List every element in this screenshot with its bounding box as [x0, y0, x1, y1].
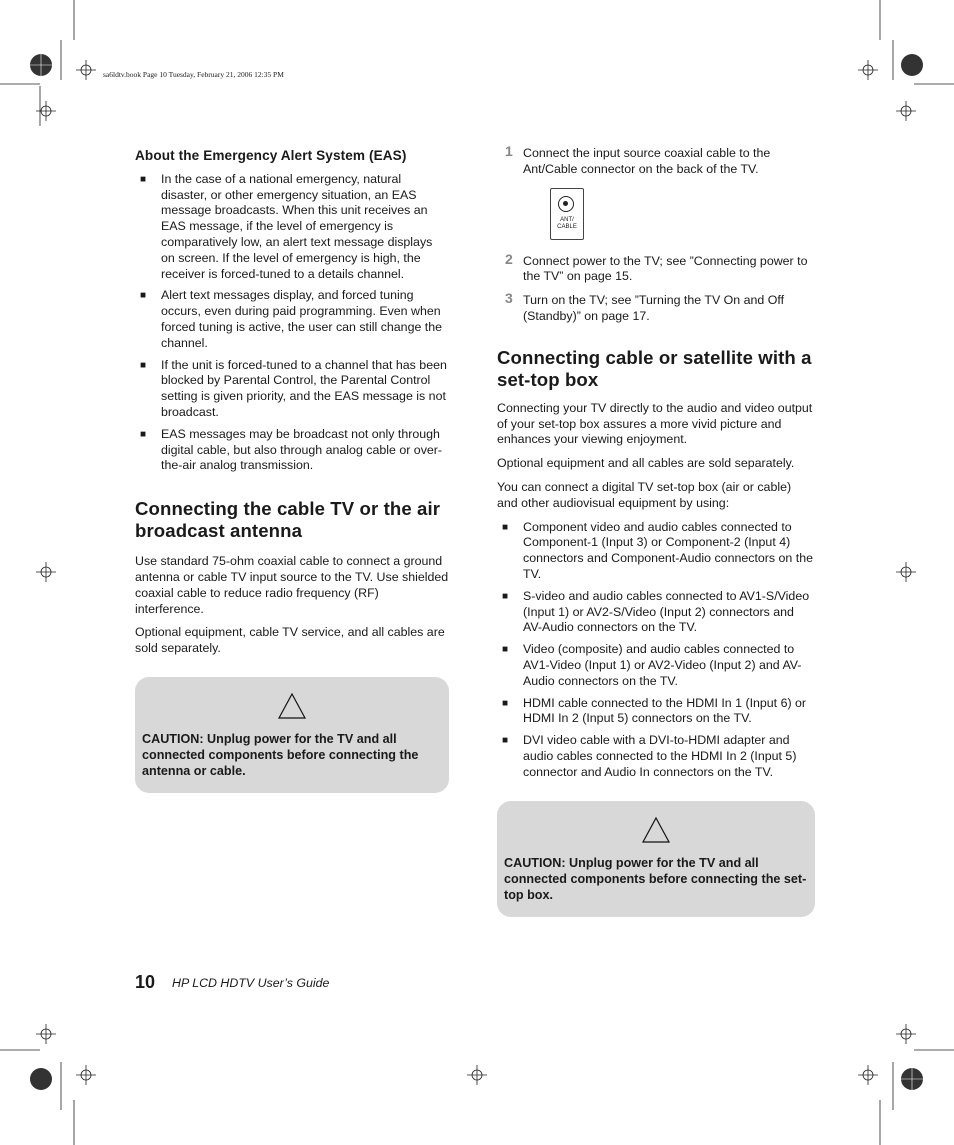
square-bullet-icon: ■ [502, 697, 509, 709]
caution-box-settop [497, 801, 815, 917]
right-column [497, 143, 815, 917]
settop-paragraph-3: You can connect a digital TV set-top box (air or cable) and other audiovisual equipment by using: [497, 479, 792, 510]
steps-list [497, 143, 815, 325]
square-bullet-icon: ■ [502, 735, 509, 747]
eas-heading: About the Emergency Alert System (EAS) [135, 148, 407, 163]
list-item: ■ If the unit is forced-tuned to a channel that has been blocked by Parental Control, the Parental Control setting is given priority, and the EAS message is not broadcast. [140, 357, 447, 419]
warning-triangle-icon [642, 817, 670, 843]
caution-box-antenna [135, 677, 449, 793]
square-bullet-icon: ■ [502, 521, 509, 533]
caution-text-settop: CAUTION: Unplug power for the TV and all connected components before connecting the set-top box. [504, 855, 807, 902]
antenna-paragraph-1: Use standard 75-ohm coaxial cable to connect a ground antenna or cable TV input source to the TV. Use shielded coaxial cable to reduce radio frequency (RF) interference. [135, 554, 449, 616]
section-title-settop: Connecting cable or satellite with a set-top box [497, 346, 812, 390]
step-number: 2 [505, 250, 513, 267]
square-bullet-icon: ■ [140, 428, 147, 440]
list-item: ■ DVI video cable with a DVI-to-HDMI adapter and audio cables connected to the HDMI In 2 (Input 5) connector and Audio In connectors on the TV. [502, 733, 797, 779]
step-text: Turn on the TV; see ”Turning the TV On and Off (Standby)” on page 17. [523, 293, 785, 323]
list-item: ■ EAS messages may be broadcast not only through digital cable, but also through analog cable or over-the-air analog transmission. [140, 426, 443, 473]
warning-triangle-icon [278, 693, 306, 719]
square-bullet-icon: ■ [140, 359, 147, 371]
list-item: ■ Video (composite) and audio cables connected to AV1-Video (Input 1) or AV2-Video (Input 2) and AV-Audio connectors on the TV. [502, 642, 802, 688]
list-item: ■ In the case of a national emergency, natural disaster, or other emergency situation, an EAS message broadcasts. When this unit receives an EAS message, if the level of emergency is comparatively low, an alert text message displays on screen. If the level of emergency is high, the receiver is forced-tuned to a details channel. [140, 171, 433, 281]
list-item: ■ HDMI cable connected to the HDMI In 1 (Input 6) or HDMI In 2 (Input 5) connectors on the TV. [502, 695, 807, 726]
settop-list [497, 520, 815, 781]
list-item: ■ S-video and audio cables connected to AV1-S/Video (Input 1) or AV2-S/Video (Input 2) connectors and AV-Audio connectors on the TV. [502, 588, 810, 635]
square-bullet-icon: ■ [502, 590, 509, 602]
step-item [497, 143, 815, 240]
settop-paragraph-1: Connecting your TV directly to the audio and video output of your set-top box assures a more vivid picture and enhances your viewing enjoyment. [497, 400, 813, 447]
step-number: 3 [505, 290, 513, 307]
step-item [497, 250, 815, 286]
settop-paragraph-2: Optional equipment and all cables are sold separately. [497, 456, 795, 471]
page-number: 10 [135, 972, 156, 992]
step-number: 1 [505, 143, 513, 159]
caution-text-antenna: CAUTION: Unplug power for the TV and all connected components before connecting the antenna or cable. [142, 731, 419, 778]
footer-title: HP LCD HDTV User’s Guide [172, 976, 330, 990]
square-bullet-icon: ■ [140, 173, 147, 185]
antenna-paragraph-2: Optional equipment, cable TV service, and all cables are sold separately. [135, 625, 445, 656]
list-item: ■ Alert text messages display, and forced tuning occurs, even during paid programming. Even when forced tuning is active, the user can still change the channel. [140, 288, 443, 350]
print-header-note: sa6ldtv.book Page 10 Tuesday, February 21, 2006 12:35 PM [103, 70, 284, 79]
step-text: Connect power to the TV; see ”Connecting power to the TV” on page 15. [523, 253, 808, 284]
left-column [135, 148, 449, 793]
eas-list [135, 172, 449, 474]
step-item [497, 290, 815, 325]
square-bullet-icon: ■ [502, 644, 509, 656]
square-bullet-icon: ■ [140, 290, 147, 302]
ant-cable-connector-icon [550, 188, 584, 240]
section-title-antenna: Connecting the cable TV or the air broadcast antenna [135, 498, 441, 542]
step-text: Connect the input source coaxial cable to the Ant/Cable connector on the back of the TV. [523, 146, 771, 176]
connector-label: ANT/ CABLE [557, 216, 577, 230]
list-item: ■ Component video and audio cables connected to Component-1 (Input 3) or Component-2 (Input 4) connectors and Component-Audio connectors on the TV. [502, 519, 813, 581]
